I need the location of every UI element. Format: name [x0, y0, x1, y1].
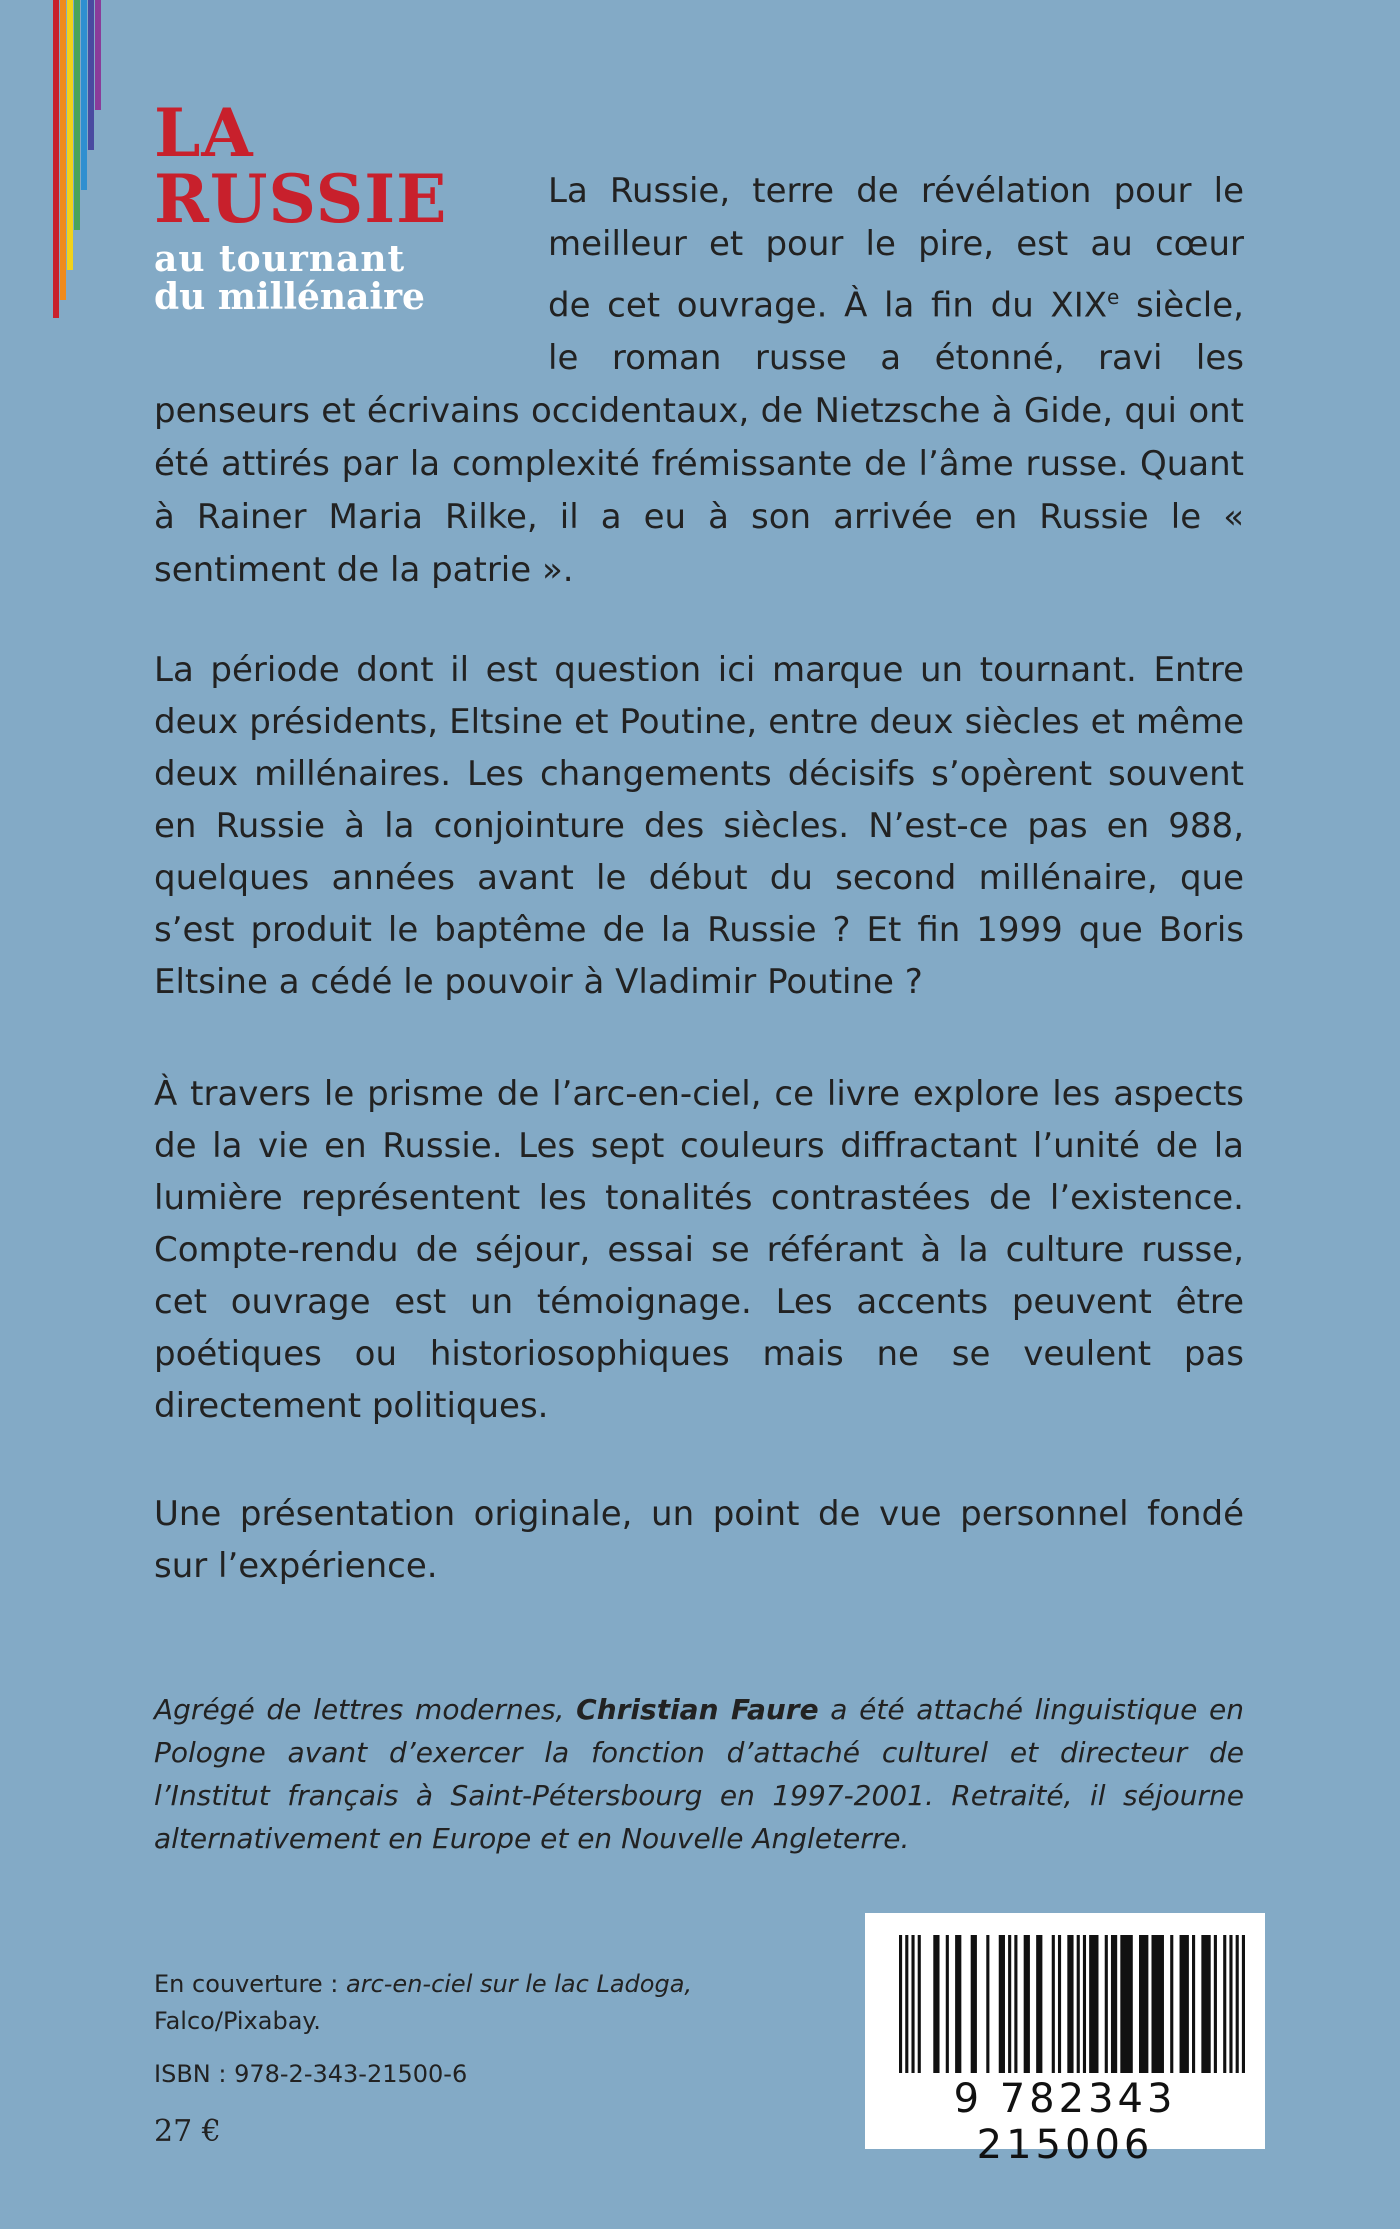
intro-line [548, 271, 1244, 332]
barcode-bar [1223, 1935, 1226, 2073]
rainbow-stripe [81, 0, 87, 190]
barcode-digits: 9 782343 215006 [953, 2076, 1177, 2168]
logo-line-subtitle-1: au tournant [154, 238, 406, 280]
bio-text: a été attaché linguistique en Pologne avant d’exercer la fonction d’attaché culturel et directeur de l’Institut français à Saint-Pétersbourg en 1997-2001. Retraité, il séjourne alternativement en Europe et en Nouvelle Angleterre. [154, 1693, 1245, 1855]
credits-source: Falco/Pixabay. [154, 2007, 321, 2035]
intro-top-lines [548, 165, 1244, 385]
rainbow-stripe [95, 0, 101, 110]
barcode-bar [1139, 1935, 1148, 2073]
barcode-bar [1229, 1935, 1232, 2073]
barcode-bar [1083, 1935, 1086, 2073]
barcode-bar [986, 1935, 989, 2073]
paragraph-rainbow: À travers le prisme de l’arc-en-ciel, ce livre explore les aspects de la vie en Russie. Les sept couleurs diffractant l’unité de la lumière représentent les tonalités contrastées de l’existence. Compte-rendu de séjour, essai se référant à la culture russe, cet ouvrage est un témoignage. Les accents peuvent être poétiques ou historiosophiques mais ne se veulent pas directement politiques. [154, 1074, 1244, 1426]
barcode-bar [946, 1935, 949, 2073]
barcode-bar [1236, 1935, 1239, 2073]
credits-label: En couverture : [154, 1970, 346, 1998]
barcode-bar [1058, 1935, 1061, 2073]
intro-line-text: de cet ouvrage. À la fin du XIX [548, 285, 1108, 326]
barcode-bar [1170, 1935, 1173, 2073]
barcode-bar [911, 1935, 914, 2073]
barcode-bar [1201, 1935, 1210, 2073]
barcode-bar [1192, 1935, 1195, 2073]
intro-line: meilleur et pour le pire, est au cœur [548, 224, 1244, 264]
paragraph-period: La période dont il est question ici marque un tournant. Entre deux présidents, Eltsine et Poutine, entre deux siècles et même deux millénaires. Les changements décisifs s’opèrent souvent en Russie à la conjointure des siècles. N’est-ce pas en 988, quelques années avant le début du second millénaire, que s’est produit le baptême de la Russie ? Et fin 1999 que Boris Eltsine a cédé le pouvoir à Vladimir Poutine ? [154, 650, 1244, 1002]
rainbow-stripe [53, 0, 59, 318]
barcode-bar [1151, 1935, 1163, 2073]
barcode-bar [1014, 1935, 1017, 2073]
barcode-bar [1242, 1935, 1245, 2073]
barcode-bar [1089, 1935, 1098, 2073]
barcode-bar [1105, 1935, 1108, 2073]
barcode-bar [1077, 1935, 1080, 2073]
barcode-bar [918, 1935, 921, 2073]
barcode-bar [999, 1935, 1005, 2073]
logo-line-russie: RUSSIE [154, 160, 448, 238]
intro-line-text: siècle, [1119, 285, 1244, 326]
rainbow-stripe [67, 0, 73, 270]
barcode-bar [1024, 1935, 1030, 2073]
barcode-bar [1111, 1935, 1117, 2073]
superscript: e [1107, 285, 1120, 309]
paragraph-intro [154, 160, 1244, 597]
credits-title: arc-en-ciel sur le lac Ladoga, [346, 1970, 693, 1998]
barcode-bar [1120, 1935, 1132, 2073]
barcode-bar [1036, 1935, 1042, 2073]
rainbow-stripe [88, 0, 94, 150]
barcode-bar [1180, 1935, 1189, 2073]
rainbow-stripe [60, 0, 66, 300]
logo-line-la: LA [154, 94, 254, 172]
barcode-bar [955, 1935, 961, 2073]
paragraph-presentation: Une présentation originale, un point de vue personnel fondé sur l’expérience. [154, 1494, 1244, 1586]
intro-line: le roman russe a étonné, ravi les [548, 338, 1244, 379]
barcode-bar [1067, 1935, 1073, 2073]
barcode-bar [971, 1935, 977, 2073]
cover-credits [154, 1966, 692, 2040]
intro-rest: penseurs et écrivains occidentaux, de Nietzsche à Gide, qui ont été attirés par la complexité frémissante de l’âme russe. Quant à Rainer Maria Rilke, il a eu à son arrivée en Russie le « sentiment de la patrie ». [154, 391, 1244, 591]
bio-text: Agrégé de lettres modernes, [154, 1693, 577, 1726]
barcode-bar [1052, 1935, 1055, 2073]
author-name: Christian Faure [576, 1693, 819, 1726]
rainbow-stripes [53, 0, 103, 320]
barcode [865, 1913, 1265, 2168]
logo-line-subtitle-2: du millénaire [154, 276, 425, 318]
barcode-bar [1214, 1935, 1217, 2073]
intro-line: La Russie, terre de révélation pour le [548, 171, 1244, 211]
author-bio [154, 1688, 1244, 1860]
price: 27 € [154, 2114, 221, 2149]
rainbow-stripe [74, 0, 80, 230]
barcode-bar [905, 1935, 908, 2073]
barcode-bar [1008, 1935, 1011, 2073]
barcode-bar [933, 1935, 939, 2073]
barcode-bar [899, 1935, 902, 2073]
isbn: ISBN : 978-2-343-21500-6 [154, 2060, 468, 2088]
